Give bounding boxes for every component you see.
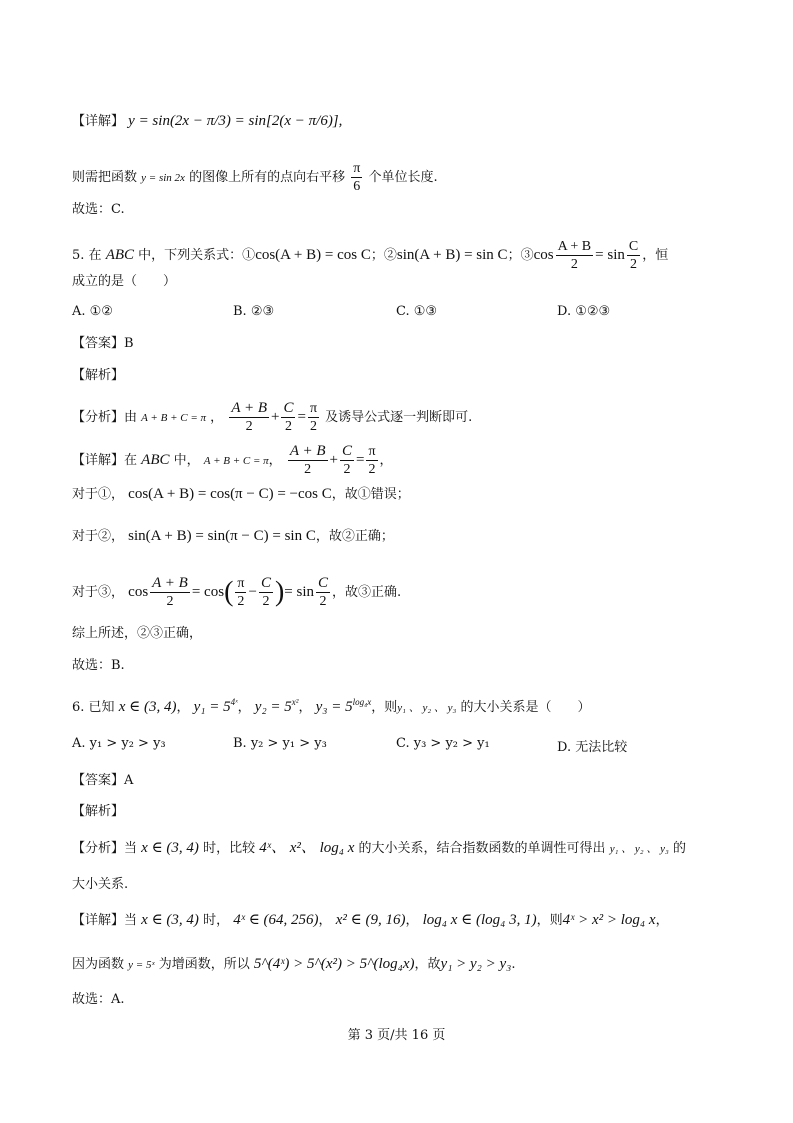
text: 则需把函数 — [72, 170, 138, 185]
text: 的大小关系，结合指数函数的单调性可得出 — [358, 841, 606, 856]
q5-case-3 — [72, 575, 401, 610]
q6-fenxi-line2: 大小关系. — [72, 877, 129, 892]
q4-detail — [72, 111, 342, 132]
relation-2: sin(A + B) = sin C — [396, 247, 508, 263]
text: ，则 — [536, 913, 563, 928]
detail-tag: 【详解】 — [72, 114, 125, 129]
num: C — [628, 239, 639, 254]
den: 2 — [262, 594, 270, 609]
text: 5. 在 — [72, 248, 102, 263]
den: 2 — [309, 419, 317, 434]
math-func: y = 5ˣ — [128, 959, 155, 971]
fraction — [340, 443, 354, 478]
op: + — [271, 409, 280, 425]
text: 的大小关系是（ ） — [460, 700, 591, 715]
q5-option-a: A. ①② — [72, 304, 113, 319]
den: 2 — [284, 419, 292, 434]
paren-right: ) — [274, 576, 285, 608]
text: 的图像上所有的点向右平移 — [189, 170, 346, 185]
q5-summary: 综上所述，②③正确， — [72, 626, 203, 641]
den: 2 — [237, 594, 245, 609]
base: y₁ = 5 — [193, 699, 231, 715]
q5-analysis: 【解析】 — [72, 368, 125, 383]
num: A + B — [231, 400, 267, 416]
math: 4ˣ > x² > log₄ x — [562, 912, 656, 928]
text: ；③ — [507, 248, 534, 263]
fraction — [235, 575, 246, 610]
den: 2 — [343, 462, 351, 477]
den: 2 — [630, 257, 638, 272]
text: 【详解】在 — [72, 453, 138, 468]
text: 【详解】当 — [72, 913, 138, 928]
num: A + B — [557, 239, 592, 254]
text: 时， — [203, 913, 230, 928]
math-func: y = sin 2x — [141, 172, 185, 184]
math: A + B + C = π — [141, 412, 207, 424]
fraction — [316, 575, 330, 610]
text: ， — [268, 453, 282, 468]
den: 2 — [319, 594, 327, 609]
fraction — [351, 160, 362, 195]
text: 中， — [173, 453, 200, 468]
fraction — [150, 575, 190, 610]
den: 2 — [166, 594, 174, 609]
fraction — [288, 443, 328, 478]
fraction — [556, 238, 594, 273]
q6-xiangjie: 【详解】当 x ∈ (3, 4) 时， 4ˣ ∈ (64, 256)， x² ∈ (9, 16)， log₄ x ∈ (log₄ 3, 1)，则4ˣ > x² > log₄ x， — [72, 912, 669, 928]
math: x ∈ (3, 4) — [141, 912, 199, 928]
text: 对于②， — [72, 529, 125, 544]
den: 6 — [353, 179, 361, 194]
math: x² ∈ (9, 16) — [335, 912, 406, 928]
y1-def — [194, 699, 238, 715]
exp: x² — [291, 697, 299, 707]
text: 6. 已知 — [72, 700, 115, 715]
text: ，故③正确. — [332, 585, 402, 600]
num: C — [341, 443, 352, 459]
fraction — [366, 443, 377, 478]
text: ，故②正确； — [315, 529, 394, 544]
text: 为增函数，所以 — [158, 957, 250, 972]
text: 个单位长度. — [368, 170, 438, 185]
q5-case-1 — [72, 484, 410, 505]
text: ， — [379, 453, 393, 468]
q6-yinwei: 因为函数 y = 5ˣ 为增函数，所以 5^(4ˣ) > 5^(x²) > 5^(log₄x)，故y₁ > y₂ > y₃. — [72, 956, 516, 972]
text: 及诱导公式逐一判断即可. — [325, 410, 473, 425]
fraction — [627, 238, 640, 273]
math: y₁ > y₂ > y₃ — [440, 956, 512, 972]
math: 4ˣ ∈ (64, 256) — [233, 912, 319, 928]
q6-option-c: C. y₃ > y₂ > y₁ — [396, 736, 490, 751]
eq: = sin — [595, 247, 625, 263]
text: ，故 — [414, 957, 441, 972]
text: 【分析】当 — [72, 841, 138, 856]
den: 2 — [570, 257, 578, 272]
math: A + B + C = π — [203, 455, 269, 467]
q5-option-b: B. ②③ — [233, 304, 275, 319]
paren-left: ( — [224, 576, 234, 608]
q5-stem-line2: 成立的是（ ） — [72, 274, 177, 289]
text: ，恒 — [642, 248, 669, 263]
fraction — [281, 400, 295, 435]
exp: 4ˣ — [230, 697, 238, 707]
text: ，故①错误； — [331, 487, 410, 502]
fraction — [229, 400, 269, 435]
num: A + B — [289, 443, 326, 459]
cos: cos — [533, 247, 554, 263]
op: + — [329, 452, 338, 468]
den: 2 — [368, 462, 376, 477]
q5-option-c: C. ①③ — [396, 304, 438, 319]
num: π — [368, 444, 376, 459]
op: = — [355, 452, 365, 468]
num: C — [260, 575, 271, 591]
relation-1: cos(A + B) = cos C — [255, 247, 371, 263]
q5-case-2 — [72, 526, 394, 547]
math: x ∈ (3, 4) — [141, 840, 199, 856]
eq: = sin — [284, 584, 314, 600]
math: log₄ x ∈ (log₄ 3, 1) — [422, 912, 537, 928]
q6-fenxi — [72, 838, 686, 859]
q5-answer: 【答案】B — [72, 336, 134, 351]
vars: y₁ 、 y₂ 、 y₃ — [397, 702, 457, 714]
q5-option-d: D. ①②③ — [557, 304, 611, 319]
math: cos(A + B) = cos(π − C) = −cos C — [128, 486, 332, 502]
q6-option-a: A. y₁ > y₂ > y₃ — [72, 736, 166, 751]
fraction — [308, 400, 319, 435]
fraction — [259, 575, 273, 610]
q6-analysis: 【解析】 — [72, 804, 125, 819]
q6-option-b: B. y₂ > y₁ > y₃ — [233, 736, 327, 751]
text: 对于①， — [72, 487, 125, 502]
text: 的 — [672, 841, 686, 856]
base: y₃ = 5 — [315, 699, 353, 715]
q4-choose: 故选：C. — [72, 202, 125, 217]
num: π — [309, 401, 318, 416]
q6-stem: 6. 已知 x ∈ (3, 4)， $y_1 = 5^{4ˣ}$， $y_2 = 5^{x^2}$， $y_3 = 5^{log_4x}$，则y₁ 、 y₂ 、 y₃ 的大小关系是（ ） — [72, 697, 591, 715]
q6-choose: 故选：A. — [72, 992, 125, 1007]
triangle: ABC — [141, 452, 170, 468]
q5-fenxi — [72, 400, 472, 435]
math: x ∈ (3, 4) — [118, 699, 177, 715]
math: 5^(4ˣ) > 5^(x²) > 5^(log₄x) — [253, 956, 415, 972]
num: π — [353, 161, 361, 176]
op: = — [297, 409, 306, 425]
eq: = cos — [191, 584, 225, 600]
q5-xiangjie — [72, 443, 393, 478]
q5-choose: 故选：B. — [72, 658, 125, 673]
text: ， — [210, 410, 224, 425]
text: ；② — [370, 248, 397, 263]
text: 因为函数 — [72, 957, 125, 972]
text: ，则 — [371, 700, 398, 715]
num: C — [283, 400, 294, 416]
num: π — [237, 576, 245, 591]
q4-detail-math: y = sin(2x − π/3) = sin[2(x − π/6)], — [128, 113, 343, 129]
q6-answer: 【答案】A — [72, 773, 134, 788]
q4-shift-line — [72, 160, 438, 195]
q5-stem — [72, 238, 668, 273]
triangle: ABC — [105, 247, 135, 263]
text: ， — [655, 913, 669, 928]
exp: log₄x — [352, 697, 372, 707]
terms: 4ˣ、 x²、 log₄ x — [259, 840, 355, 856]
text: 对于③， — [72, 585, 125, 600]
den: 2 — [245, 419, 253, 434]
cos: cos — [128, 584, 149, 600]
num: C — [318, 575, 329, 591]
math: sin(A + B) = sin(π − C) = sin C — [128, 528, 316, 544]
q6-option-d: D. 无法比较 — [557, 740, 628, 755]
vars: y₁ 、 y₂ 、 y₃ — [609, 843, 669, 855]
text: 中，下列关系式：① — [138, 248, 256, 263]
y3-def — [316, 699, 372, 715]
num: A + B — [152, 575, 188, 591]
y2-def — [255, 699, 299, 715]
base: y₂ = 5 — [254, 699, 292, 715]
page-footer: 第 3 页/共 16 页 — [347, 1028, 446, 1043]
den: 2 — [304, 462, 312, 477]
text: 时，比较 — [203, 841, 256, 856]
text: 【分析】由 — [72, 410, 138, 425]
op: − — [248, 584, 257, 600]
